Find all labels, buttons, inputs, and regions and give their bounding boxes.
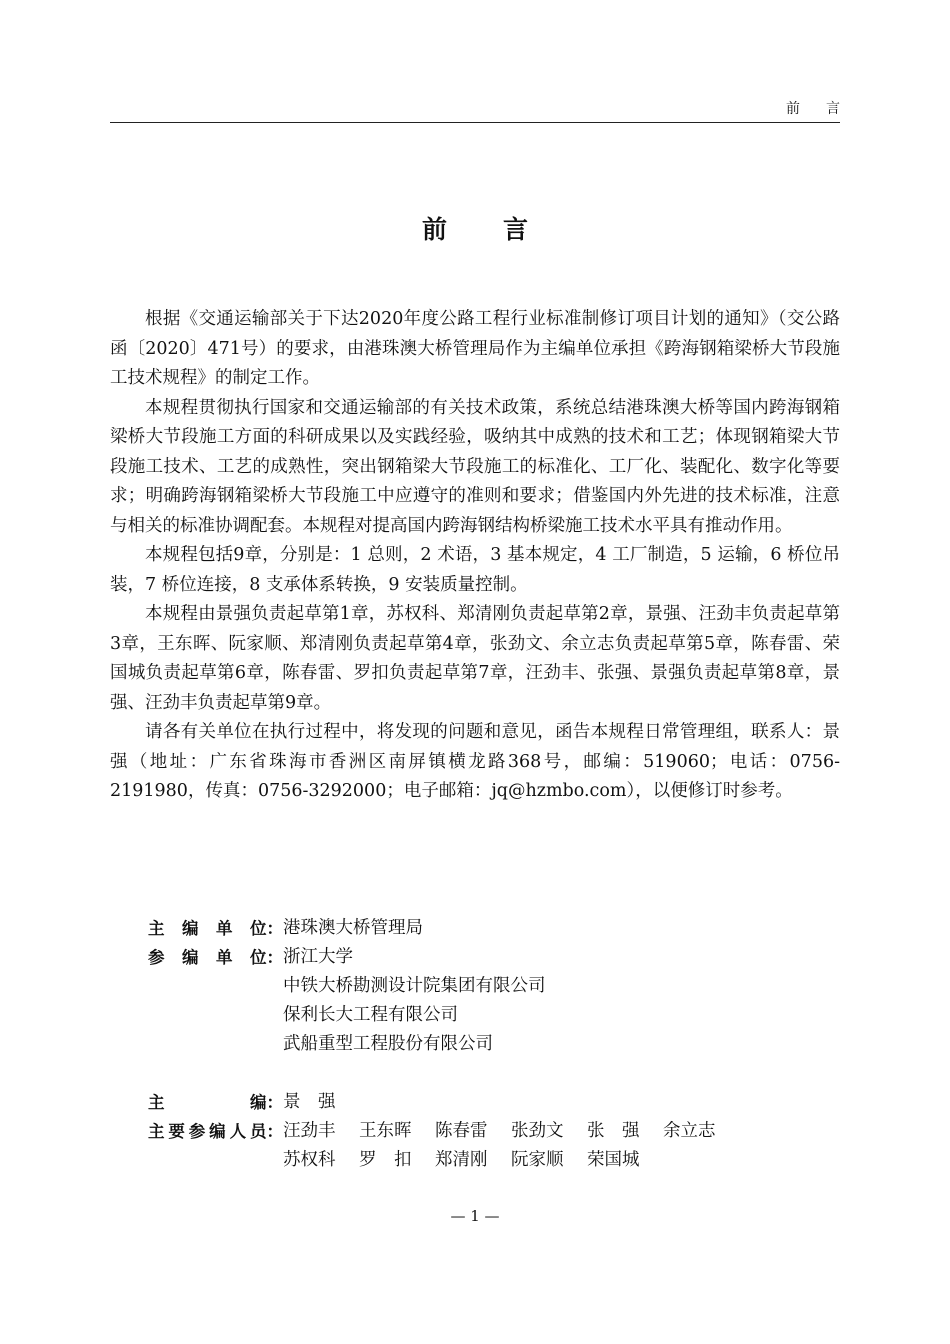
participant-name: 汪劲丰 — [283, 1121, 336, 1141]
participating-unit: 浙江大学 — [283, 947, 353, 967]
participating-unit: 武船重型工程股份有限公司 — [283, 1034, 493, 1054]
participant-name: 陈春雷 — [435, 1121, 488, 1141]
participating-unit: 中铁大桥勘测设计院集团有限公司 — [283, 976, 546, 996]
chief-unit-value: 港珠澳大桥管理局 — [283, 918, 423, 938]
participant-name: 苏权科 — [283, 1150, 336, 1170]
chief-editor-name: 景 强 — [283, 1092, 336, 1112]
paragraph-contact: 请各有关单位在执行过程中，将发现的问题和意见，函告本规程日常管理组，联系人：景强（地址：广东省珠海市香洲区南屏镇横龙路368号，邮编：519060；电话：0756-2191980，传真：0756-3292000；电子邮箱：jq@hzmbo.com），以便修订时参考。 — [110, 722, 840, 801]
participant-name: 阮家顺 — [511, 1150, 564, 1170]
chief-editor-label: 主 编： — [148, 1093, 283, 1112]
page-number: — 1 — — [450, 1207, 500, 1225]
credits-block — [148, 914, 788, 1175]
page-title: 前言 — [421, 215, 584, 244]
participant-name: 罗 扣 — [359, 1150, 412, 1170]
paragraph-principles: 本规程贯彻执行国家和交通运输部的有关技术政策，系统总结港珠澳大桥等国内跨海钢箱梁桥大节段施工方面的科研成果以及实践经验，吸纳其中成熟的技术和工艺；体现钢箱梁大节段施工技术、工艺的成熟性，突出钢箱梁大节段施工的标准化、工厂化、装配化、数字化等要求；明确跨海钢箱梁桥大节段施工中应遵守的准则和要求；借鉴国内外先进的技术标准，注意与相关的标准协调配套。本规程对提高国内跨海钢结构桥梁施工技术水平具有推动作用。 — [110, 397, 840, 536]
participant-name: 余立志 — [663, 1121, 716, 1141]
participant-name: 郑清刚 — [435, 1150, 488, 1170]
participant-name: 荣国城 — [587, 1150, 640, 1170]
paragraph-chapters: 本规程包括9章，分别是：1 总则，2 术语，3 基本规定，4 工厂制造，5 运输，6 桥位吊装，7 桥位连接，8 支承体系转换，9 安装质量控制。 — [110, 545, 840, 595]
participants-row — [148, 1117, 788, 1175]
chief-editor-value — [283, 1088, 788, 1117]
participants-label: 主 要 参 编 人 员： — [148, 1122, 283, 1141]
participant-name: 张劲文 — [511, 1121, 564, 1141]
participant-name: 张 强 — [587, 1121, 640, 1141]
running-header-title: 前言 — [786, 101, 866, 117]
chief-editor-row — [148, 1088, 788, 1117]
running-header — [110, 96, 866, 123]
participating-units-label: 参 编 单 位： — [148, 948, 283, 967]
paragraph-drafters: 本规程由景强负责起草第1章，苏权科、郑清刚负责起草第2章，景强、汪劲丰负责起草第3章，王东晖、阮家顺、郑清刚负责起草第4章，张劲文、余立志负责起草第5章，陈春雷、荣国城负责起草第6章，陈春雷、罗扣负责起草第7章，汪劲丰、张强、景强负责起草第8章，景强、汪劲丰负责起草第9章。 — [110, 604, 840, 713]
participant-name: 王东晖 — [359, 1121, 412, 1141]
paragraph-basis: 根据《交通运输部关于下达2020年度公路工程行业标准制修订项目计划的通知》（交公路函〔2020〕471号）的要求，由港珠澳大桥管理局作为主编单位承担《跨海钢箱梁桥大节段施工技术规程》的制定工作。 — [110, 309, 840, 388]
chief-unit-label: 主 编 单 位： — [148, 919, 283, 938]
chief-editor-line — [283, 1088, 788, 1117]
participants-list — [283, 1117, 788, 1175]
participating-units-row — [148, 943, 788, 1059]
participating-units-list — [283, 943, 788, 1059]
participants-line-1 — [283, 1117, 788, 1146]
participating-unit: 保利长大工程有限公司 — [283, 1005, 458, 1025]
chief-unit-row — [148, 914, 788, 943]
participants-line-2 — [283, 1146, 788, 1175]
preface-body — [110, 305, 840, 807]
